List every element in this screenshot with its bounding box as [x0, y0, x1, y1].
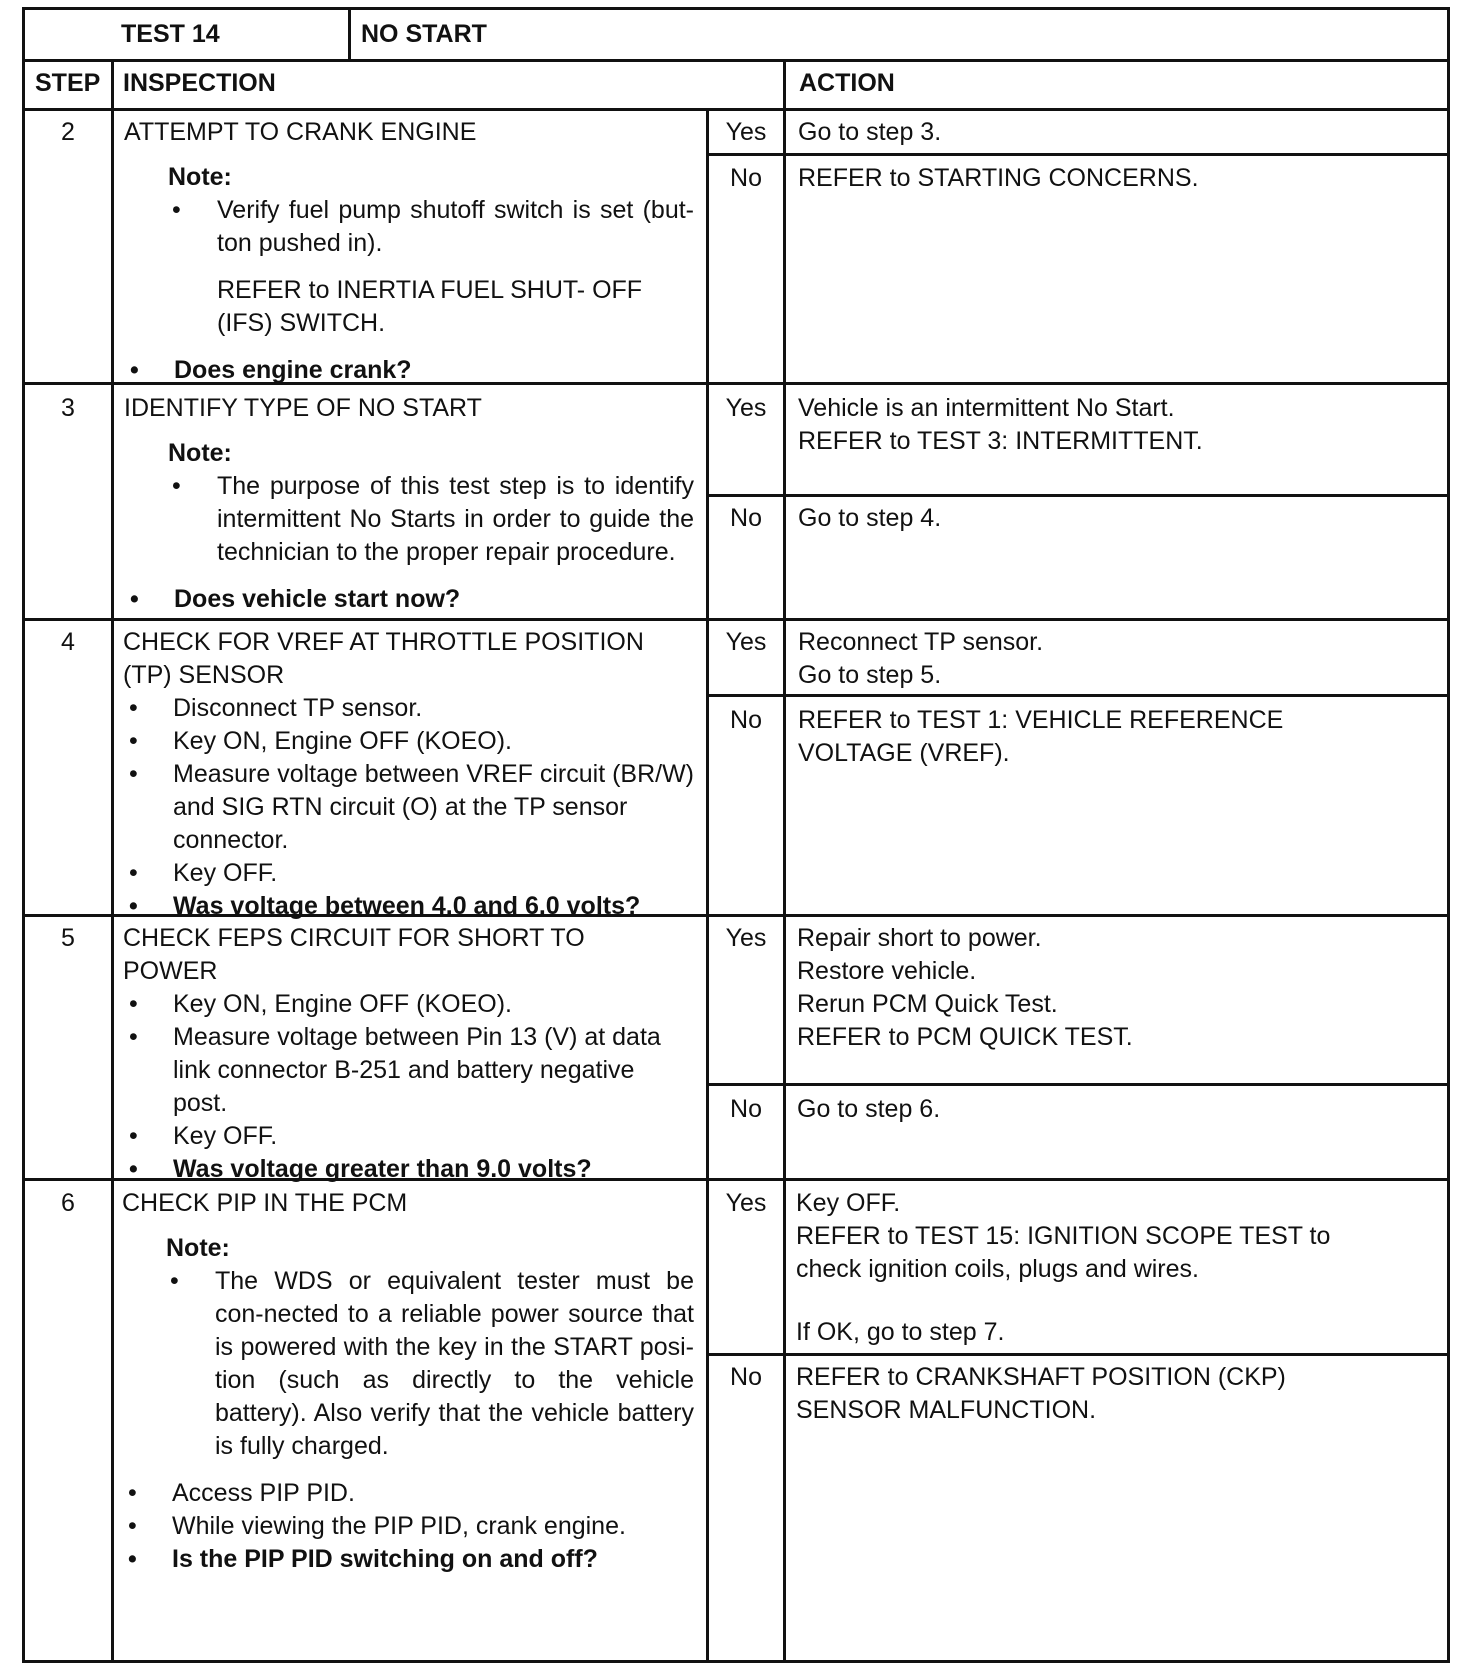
yes-action: Go to step 3.	[798, 118, 942, 146]
step-title: ATTEMPT TO CRANK ENGINE	[124, 118, 477, 146]
action-line: REFER to TEST 15: IGNITION SCOPE TEST to check ignition coils, plugs and wires.	[796, 1222, 1331, 1283]
note-label: Note:	[168, 439, 232, 467]
step-number: 5	[61, 924, 75, 952]
no-label: No	[730, 164, 762, 192]
yes-action	[797, 922, 1437, 1054]
no-label: No	[730, 1363, 762, 1391]
no-label: No	[730, 1095, 762, 1123]
yes-label: Yes	[725, 394, 767, 422]
yes-label: Yes	[725, 1189, 767, 1217]
yes-action	[796, 1187, 1436, 1349]
inspection-bullet: • Measure voltage between VREF circuit (BR/W) and SIG RTN circuit (O) at the TP sensor connector.	[123, 758, 695, 857]
step-number: 4	[61, 628, 75, 656]
test-title: NO START	[361, 20, 487, 48]
column-header-inspection: INSPECTION	[123, 69, 276, 97]
step-question: • Is the PIP PID switching on and off?	[122, 1543, 694, 1576]
inspection-bullet: • While viewing the PIP PID, crank engine.	[122, 1510, 694, 1543]
divider	[706, 1083, 1447, 1086]
inspection-bullet: • Measure voltage between Pin 13 (V) at data link connector B-251 and battery negative post.	[123, 1021, 695, 1120]
inspection-cell	[123, 626, 695, 923]
action-line: Restore vehicle.	[797, 957, 977, 985]
divider	[783, 59, 786, 1663]
yes-label: Yes	[725, 118, 767, 146]
divider	[706, 1353, 1447, 1356]
no-action: Go to step 4.	[798, 504, 942, 532]
note-label: Note:	[166, 1234, 230, 1262]
action-line: If OK, go to step 7.	[796, 1318, 1005, 1346]
inspection-bullet: • Key OFF.	[123, 1120, 695, 1153]
column-header-step: STEP	[35, 69, 101, 97]
action-line: Rerun PCM Quick Test.	[797, 990, 1058, 1018]
inspection-bullet: • Key ON, Engine OFF (KOEO).	[123, 725, 695, 758]
divider	[111, 59, 114, 1663]
step-question: • Was voltage greater than 9.0 volts?	[123, 1153, 695, 1186]
step-number: 3	[61, 394, 75, 422]
no-action: REFER to TEST 1: VEHICLE REFERENCE VOLTAGE (VREF).	[798, 706, 1284, 767]
inspection-bullet: • Access PIP PID.	[122, 1477, 694, 1510]
divider	[25, 108, 1447, 111]
inspection-cell	[124, 116, 694, 387]
divider	[25, 618, 1447, 621]
action-line: REFER to PCM QUICK TEST.	[797, 1023, 1133, 1051]
step-title: CHECK FEPS CIRCUIT FOR SHORT TO POWER	[123, 924, 585, 985]
divider	[348, 10, 351, 59]
divider	[706, 494, 1447, 497]
step-number: 2	[61, 118, 75, 146]
note-bullet: • Verify fuel pump shutoff switch is set (but-ton pushed in).	[124, 194, 694, 260]
action-line: Reconnect TP sensor.	[798, 628, 1044, 656]
step-question: • Was voltage between 4.0 and 6.0 volts?	[123, 890, 695, 923]
action-line: Key OFF.	[796, 1189, 901, 1217]
step-question: • Does vehicle start now?	[124, 583, 694, 616]
note-bullet: • The purpose of this test step is to identify intermittent No Starts in order to guide the technician to the proper repair procedure.	[124, 470, 694, 569]
divider	[25, 59, 1447, 62]
action-line: REFER to TEST 3: INTERMITTENT.	[798, 427, 1203, 455]
action-line: Go to step 5.	[798, 661, 942, 689]
inspection-bullet: • Key ON, Engine OFF (KOEO).	[123, 988, 695, 1021]
action-line: Repair short to power.	[797, 924, 1042, 952]
step-question: • Does engine crank?	[124, 354, 694, 387]
yes-label: Yes	[725, 628, 767, 656]
no-action: REFER to STARTING CONCERNS.	[798, 164, 1199, 192]
step-title: CHECK PIP IN THE PCM	[122, 1189, 408, 1217]
note-paragraph: REFER to INERTIA FUEL SHUT- OFF (IFS) SWITCH.	[217, 276, 643, 337]
test-number-label: TEST 14	[121, 20, 220, 48]
inspection-cell	[124, 392, 694, 616]
no-label: No	[730, 504, 762, 532]
no-action: Go to step 6.	[797, 1095, 941, 1123]
yes-action	[798, 392, 1438, 458]
yes-action	[798, 626, 1438, 692]
divider	[706, 153, 1447, 156]
divider	[706, 694, 1447, 697]
yes-label: Yes	[725, 924, 767, 952]
divider	[706, 108, 709, 1663]
note-label: Note:	[168, 163, 232, 191]
no-action: REFER to CRANKSHAFT POSITION (CKP) SENSOR MALFUNCTION.	[796, 1363, 1286, 1424]
inspection-bullet: • Key OFF.	[123, 857, 695, 890]
test-14-table	[22, 7, 1450, 1663]
note-bullet: • The WDS or equivalent tester must be con-nected to a reliable power source that is powered with the key in the START posi-tion (such as directly to the vehicle battery). Also verify that the vehicle battery is fully charged.	[122, 1265, 694, 1463]
inspection-bullet: • Disconnect TP sensor.	[123, 692, 695, 725]
column-header-action: ACTION	[799, 69, 895, 97]
no-label: No	[730, 706, 762, 734]
step-number: 6	[61, 1189, 75, 1217]
inspection-cell	[123, 922, 695, 1186]
step-title: IDENTIFY TYPE OF NO START	[124, 394, 482, 422]
inspection-cell	[122, 1187, 694, 1576]
action-line: Vehicle is an intermittent No Start.	[798, 394, 1175, 422]
step-title: CHECK FOR VREF AT THROTTLE POSITION (TP) SENSOR	[123, 628, 644, 689]
